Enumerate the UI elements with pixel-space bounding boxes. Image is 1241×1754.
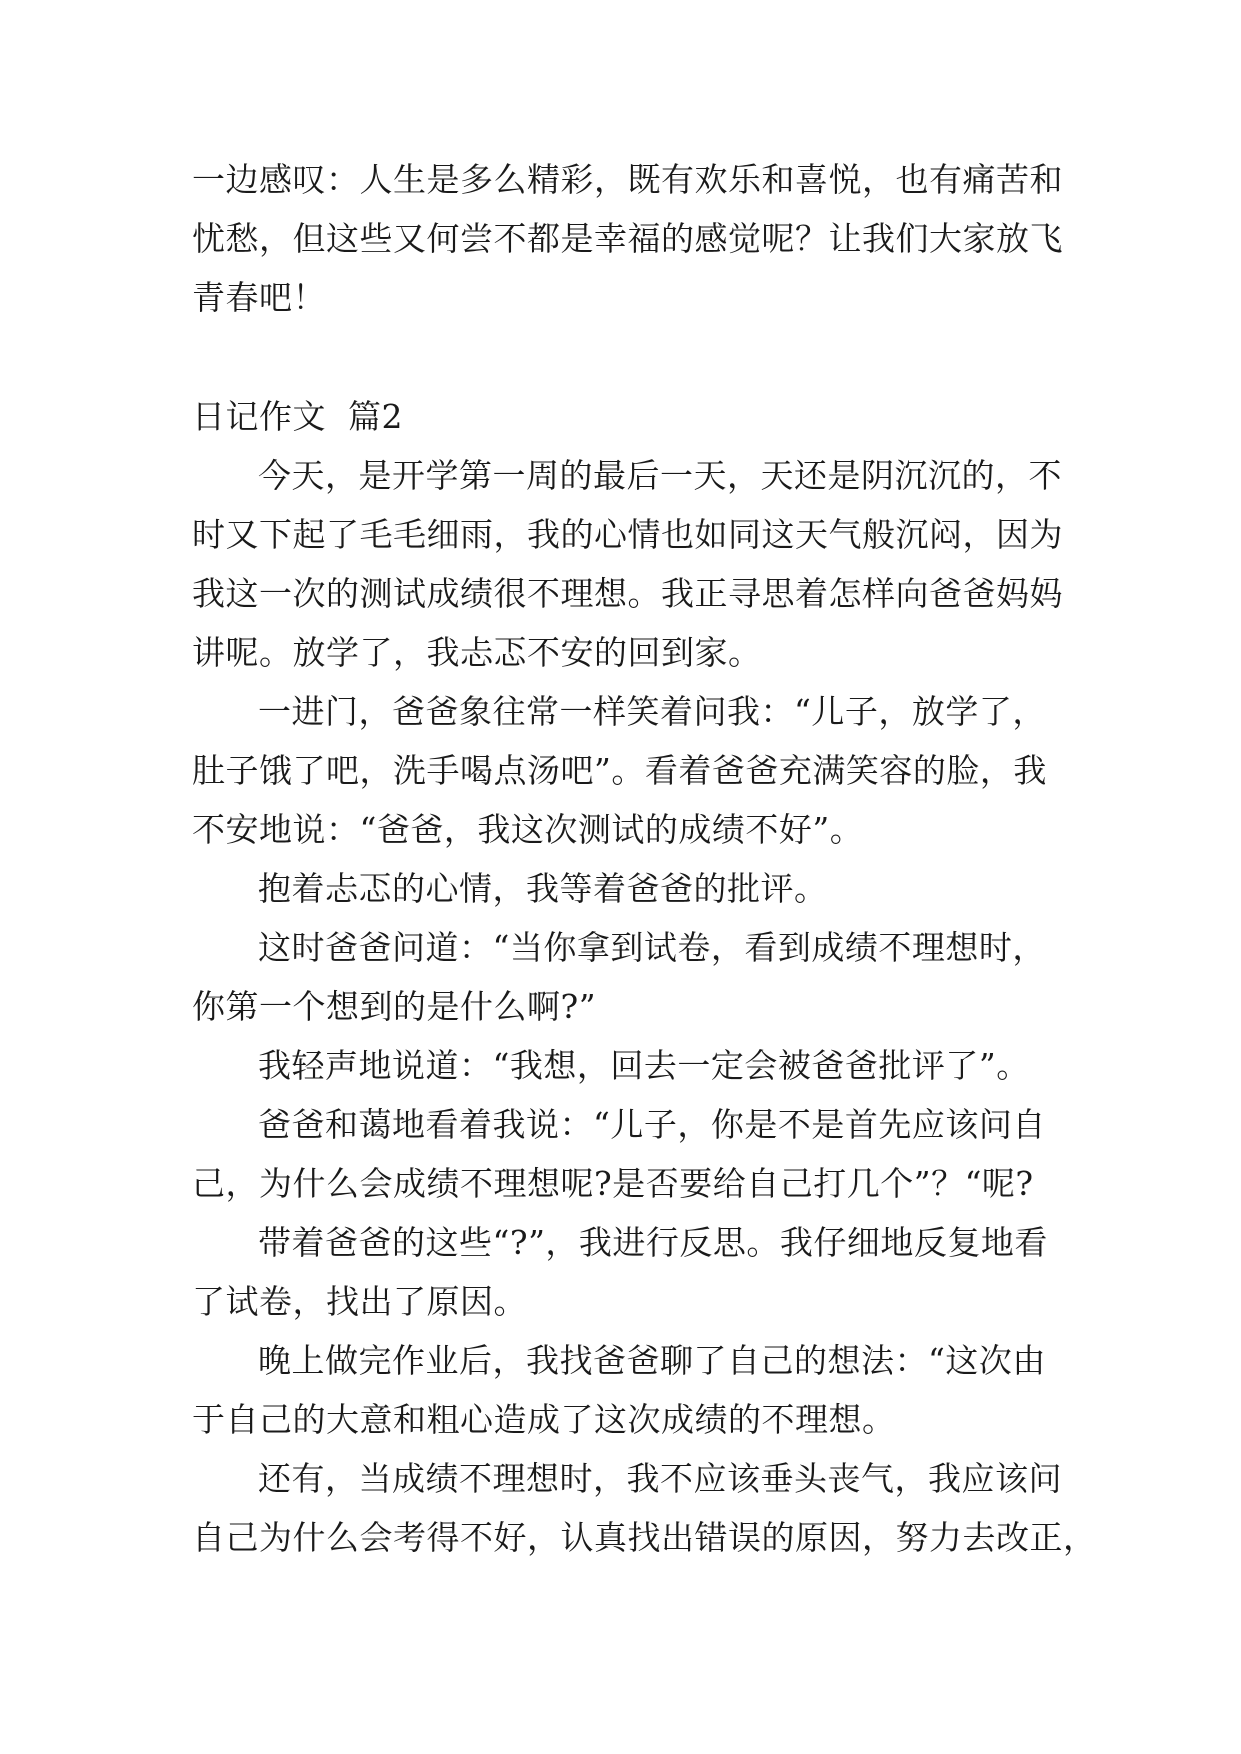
text-line: 己，为什么会成绩不理想呢?是否要给自己打几个”？“呢? xyxy=(192,1164,1034,1203)
text-line: 今天，是开学第一周的最后一天，天还是阴沉沉的，不 xyxy=(258,456,1062,495)
paragraph xyxy=(192,859,1052,918)
text-line: 自己为什么会考得不好，认真找出错误的原因，努力去改正， xyxy=(192,1518,1097,1557)
paragraph xyxy=(192,446,1063,682)
paragraph xyxy=(192,1095,1052,1213)
text-line: 还有，当成绩不理想时，我不应该垂头丧气，我应该问 xyxy=(258,1459,1062,1498)
paragraph xyxy=(192,1331,1052,1449)
text-line: 爸爸和蔼地看着我说：“儿子，你是不是首先应该问自 xyxy=(258,1105,1046,1144)
document-page xyxy=(192,150,1097,1567)
text-line: 肚子饿了吧，洗手喝点汤吧”。看着爸爸充满笑容的脸，我 xyxy=(192,751,1047,790)
text-line: 讲呢。放学了，我忐忑不安的回到家。 xyxy=(192,633,762,672)
text-line: 你第一个想到的是什么啊?” xyxy=(192,987,597,1026)
text-line: 时又下起了毛毛细雨，我的心情也如同这天气般沉闷，因为 xyxy=(192,515,1063,554)
paragraph xyxy=(192,682,1052,859)
paragraph xyxy=(192,1449,1097,1567)
paragraph xyxy=(192,1213,1052,1331)
text-line: 了试卷，找出了原因。 xyxy=(192,1282,527,1321)
section-heading: 日记作文 篇2 xyxy=(192,397,403,436)
text-line: 晚上做完作业后，我找爸爸聊了自己的想法：“这次由 xyxy=(258,1341,1046,1380)
intro-paragraph xyxy=(192,150,1063,327)
text-line: 忧愁，但这些又何尝不都是幸福的感觉呢？让我们大家放飞 xyxy=(192,219,1063,258)
paragraph xyxy=(192,918,1052,1036)
text-line: 我轻声地说道：“我想，回去一定会被爸爸批评了”。 xyxy=(258,1046,1030,1085)
text-line: 这时爸爸问道：“当你拿到试卷，看到成绩不理想时， xyxy=(258,928,1046,967)
text-line: 带着爸爸的这些“?”，我进行反思。我仔细地反复地看 xyxy=(258,1223,1048,1262)
text-line: 青春吧！ xyxy=(192,278,326,317)
text-line: 抱着忐忑的心情，我等着爸爸的批评。 xyxy=(258,869,828,908)
text-line: 不安地说：“爸爸，我这次测试的成绩不好”。 xyxy=(192,810,864,849)
text-line: 一进门，爸爸象往常一样笑着问我：“儿子，放学了， xyxy=(258,692,1046,731)
text-line: 我这一次的测试成绩很不理想。我正寻思着怎样向爸爸妈妈 xyxy=(192,574,1063,613)
paragraph xyxy=(192,1036,1052,1095)
text-line: 于自己的大意和粗心造成了这次成绩的不理想。 xyxy=(192,1400,896,1439)
text-line: 一边感叹：人生是多么精彩，既有欢乐和喜悦，也有痛苦和 xyxy=(192,160,1063,199)
